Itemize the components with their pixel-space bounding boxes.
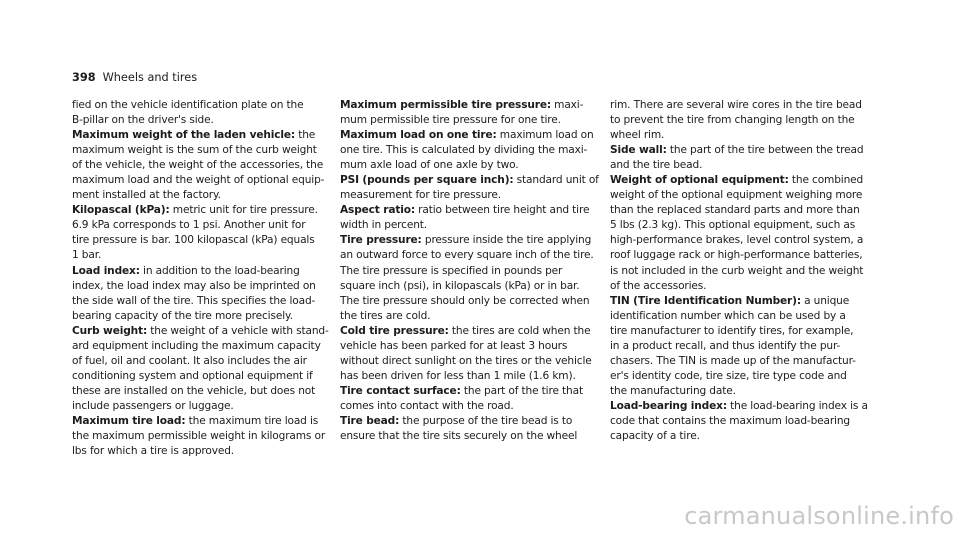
text-line bbox=[340, 429, 602, 444]
line-text: of fuel, oil and coolant. It also includes the air bbox=[72, 354, 307, 367]
line-text: a unique bbox=[800, 294, 850, 307]
line-text: mum permissible tire pressure for one tire. bbox=[340, 114, 561, 127]
line-text: than the replaced standard parts and more than bbox=[610, 204, 860, 217]
glossary-term: PSI (pounds per square inch): bbox=[340, 174, 514, 187]
text-column-1 bbox=[72, 98, 334, 459]
text-line bbox=[72, 294, 334, 309]
line-text: in addition to the load-bearing bbox=[139, 264, 300, 277]
text-line bbox=[610, 233, 872, 248]
text-line bbox=[72, 143, 334, 158]
line-text: tire pressure is bar. 100 kilopascal (kPa) equals bbox=[72, 234, 315, 247]
line-text: measurement for tire pressure. bbox=[340, 189, 501, 202]
line-text: an outward force to every square inch of the tire. bbox=[340, 249, 594, 262]
line-text: bearing capacity of the tire more precisely. bbox=[72, 309, 293, 322]
text-line bbox=[72, 113, 334, 128]
text-line bbox=[72, 414, 334, 429]
text-line bbox=[340, 188, 602, 203]
text-line bbox=[340, 233, 602, 248]
line-text: the side wall of the tire. This specifies the load- bbox=[72, 294, 316, 307]
line-text: vehicle has been parked for at least 3 hours bbox=[340, 339, 568, 352]
line-text: lbs for which a tire is approved. bbox=[72, 445, 234, 458]
glossary-term: Tire contact surface: bbox=[340, 384, 461, 397]
glossary-term: Load index: bbox=[72, 264, 140, 277]
text-line bbox=[610, 218, 872, 233]
line-text: roof luggage rack or high-performance batteries, bbox=[610, 249, 863, 262]
text-line bbox=[72, 203, 334, 218]
line-text: ensure that the tire sits securely on the wheel bbox=[340, 430, 578, 443]
line-text: code that contains the maximum load-bearing bbox=[610, 414, 850, 427]
text-line bbox=[72, 279, 334, 294]
text-line bbox=[610, 188, 872, 203]
line-text: tire manufacturer to identify tires, for example, bbox=[610, 324, 854, 337]
text-line bbox=[340, 354, 602, 369]
line-text: to prevent the tire from changing length on the bbox=[610, 114, 855, 127]
text-column-2 bbox=[340, 98, 602, 444]
glossary-term: Kilopascal (kPa): bbox=[72, 204, 170, 217]
line-text: identification number which can be used by a bbox=[610, 309, 846, 322]
line-text: the manufacturing date. bbox=[610, 384, 736, 397]
text-line bbox=[72, 158, 334, 173]
text-line bbox=[72, 324, 334, 339]
line-text: maximum load on bbox=[496, 129, 594, 142]
line-text: weight of the optional equipment weighing more bbox=[610, 189, 863, 202]
text-line bbox=[610, 399, 872, 414]
line-text: without direct sunlight on the tires or the vehicle bbox=[340, 354, 592, 367]
line-text: ment installed at the factory. bbox=[72, 189, 221, 202]
line-text: the tires are cold. bbox=[340, 309, 431, 322]
section-title: Wheels and tires bbox=[102, 71, 198, 84]
glossary-term: Weight of optional equipment: bbox=[610, 174, 789, 187]
glossary-term: Maximum tire load: bbox=[72, 414, 186, 427]
text-line bbox=[610, 143, 872, 158]
line-text: width in percent. bbox=[340, 219, 427, 232]
glossary-term: Curb weight: bbox=[72, 324, 148, 337]
line-text: the purpose of the tire bead is to bbox=[399, 414, 573, 427]
line-text: has been driven for less than 1 mile (1.6 km). bbox=[340, 369, 576, 382]
glossary-term: TIN (Tire Identification Number): bbox=[610, 294, 801, 307]
text-line bbox=[72, 128, 334, 143]
line-text: standard unit of bbox=[513, 174, 599, 187]
line-text: one tire. This is calculated by dividing the maxi- bbox=[340, 144, 588, 157]
glossary-term: Aspect ratio: bbox=[340, 204, 415, 217]
line-text: mum axle load of one axle by two. bbox=[340, 159, 519, 172]
line-text: the maximum tire load is bbox=[185, 414, 319, 427]
line-text: the weight of a vehicle with stand- bbox=[147, 324, 329, 337]
text-line bbox=[610, 429, 872, 444]
text-line bbox=[610, 248, 872, 263]
line-text: capacity of a tire. bbox=[610, 430, 700, 443]
text-line bbox=[340, 203, 602, 218]
watermark-text: carmanualsonline.info bbox=[684, 502, 954, 530]
glossary-term: Maximum permissible tire pressure: bbox=[340, 99, 551, 111]
line-text: conditioning system and optional equipment if bbox=[72, 369, 313, 382]
text-line bbox=[340, 264, 602, 279]
text-line bbox=[340, 128, 602, 143]
text-line bbox=[610, 173, 872, 188]
text-line bbox=[72, 309, 334, 324]
text-line bbox=[340, 294, 602, 309]
text-line bbox=[72, 233, 334, 248]
line-text: fied on the vehicle identification plate on the bbox=[72, 99, 304, 111]
line-text: 1 bar. bbox=[72, 249, 102, 262]
line-text: include passengers or luggage. bbox=[72, 399, 234, 412]
text-line bbox=[610, 384, 872, 399]
text-line bbox=[340, 218, 602, 233]
text-line bbox=[72, 444, 334, 459]
text-line bbox=[340, 158, 602, 173]
text-line bbox=[610, 354, 872, 369]
text-line bbox=[72, 248, 334, 263]
text-line bbox=[610, 158, 872, 173]
line-text: the load-bearing index is a bbox=[726, 399, 868, 412]
line-text: maxi- bbox=[550, 99, 584, 111]
glossary-term: Tire pressure: bbox=[340, 234, 422, 247]
line-text: index, the load index may also be imprinted on bbox=[72, 279, 316, 292]
text-line bbox=[72, 384, 334, 399]
line-text: er's identity code, tire size, tire type code and bbox=[610, 369, 847, 382]
line-text: 5 lbs (2.3 kg). This optional equipment, such as bbox=[610, 219, 856, 232]
line-text: pressure inside the tire applying bbox=[421, 234, 592, 247]
line-text: the bbox=[294, 129, 316, 142]
line-text: is not included in the curb weight and the weight bbox=[610, 264, 864, 277]
text-line bbox=[340, 369, 602, 384]
line-text: the part of the tire between the tread bbox=[666, 144, 864, 157]
line-text: the tires are cold when the bbox=[448, 324, 591, 337]
line-text: these are installed on the vehicle, but does not bbox=[72, 384, 316, 397]
line-text: of the accessories. bbox=[610, 279, 707, 292]
text-line bbox=[340, 248, 602, 263]
text-line bbox=[610, 203, 872, 218]
line-text: maximum load and the weight of optional equip- bbox=[72, 174, 325, 187]
text-line bbox=[610, 279, 872, 294]
text-line bbox=[610, 264, 872, 279]
text-line bbox=[72, 399, 334, 414]
line-text: and the tire bead. bbox=[610, 159, 703, 172]
line-text: the part of the tire that bbox=[460, 384, 583, 397]
text-line bbox=[72, 173, 334, 188]
text-line bbox=[72, 369, 334, 384]
line-text: wheel rim. bbox=[610, 129, 665, 142]
text-line bbox=[72, 429, 334, 444]
glossary-term: Maximum weight of the laden vehicle: bbox=[72, 129, 295, 142]
glossary-term: Maximum load on one tire: bbox=[340, 129, 497, 142]
line-text: ratio between tire height and tire bbox=[414, 204, 590, 217]
text-line bbox=[340, 399, 602, 414]
text-line bbox=[340, 339, 602, 354]
text-line bbox=[610, 294, 872, 309]
text-line bbox=[340, 173, 602, 188]
text-line bbox=[610, 339, 872, 354]
line-text: 6.9 kPa corresponds to 1 psi. Another unit for bbox=[72, 219, 306, 232]
text-line bbox=[610, 128, 872, 143]
text-line bbox=[610, 414, 872, 429]
text-line bbox=[340, 113, 602, 128]
text-line bbox=[340, 279, 602, 294]
text-line bbox=[340, 414, 602, 429]
page-header bbox=[72, 71, 197, 85]
text-line bbox=[72, 98, 334, 113]
text-line bbox=[610, 309, 872, 324]
text-line bbox=[340, 143, 602, 158]
glossary-term: Tire bead: bbox=[340, 414, 400, 427]
glossary-term: Cold tire pressure: bbox=[340, 324, 449, 337]
glossary-term: Load-bearing index: bbox=[610, 399, 727, 412]
text-line bbox=[72, 354, 334, 369]
line-text: square inch (psi), in kilopascals (kPa) or in bar. bbox=[340, 279, 580, 292]
line-text: comes into contact with the road. bbox=[340, 399, 514, 412]
text-line bbox=[340, 309, 602, 324]
line-text: B-pillar on the driver's side. bbox=[72, 114, 214, 127]
text-line bbox=[72, 188, 334, 203]
text-line bbox=[72, 264, 334, 279]
line-text: The tire pressure should only be corrected when bbox=[340, 294, 590, 307]
line-text: the maximum permissible weight in kilograms or bbox=[72, 430, 326, 443]
text-line bbox=[340, 384, 602, 399]
page-number: 398 bbox=[72, 71, 96, 84]
text-line bbox=[340, 98, 602, 113]
line-text: high-performance brakes, level control system, a bbox=[610, 234, 864, 247]
text-line bbox=[610, 369, 872, 384]
line-text: chasers. The TIN is made up of the manufactur- bbox=[610, 354, 856, 367]
line-text: metric unit for tire pressure. bbox=[169, 204, 318, 217]
line-text: the combined bbox=[788, 174, 864, 187]
line-text: rim. There are several wire cores in the tire bead bbox=[610, 99, 862, 111]
glossary-term: Side wall: bbox=[610, 144, 667, 157]
text-line bbox=[72, 218, 334, 233]
line-text: ard equipment including the maximum capacity bbox=[72, 339, 321, 352]
line-text: of the vehicle, the weight of the accessories, the bbox=[72, 159, 324, 172]
line-text: in a product recall, and thus identify the pur- bbox=[610, 339, 841, 352]
text-line bbox=[340, 324, 602, 339]
text-column-3 bbox=[610, 98, 872, 444]
line-text: The tire pressure is specified in pounds per bbox=[340, 264, 563, 277]
text-line bbox=[610, 113, 872, 128]
text-line bbox=[610, 324, 872, 339]
text-line bbox=[610, 98, 872, 113]
text-line bbox=[72, 339, 334, 354]
line-text: maximum weight is the sum of the curb weight bbox=[72, 144, 317, 157]
